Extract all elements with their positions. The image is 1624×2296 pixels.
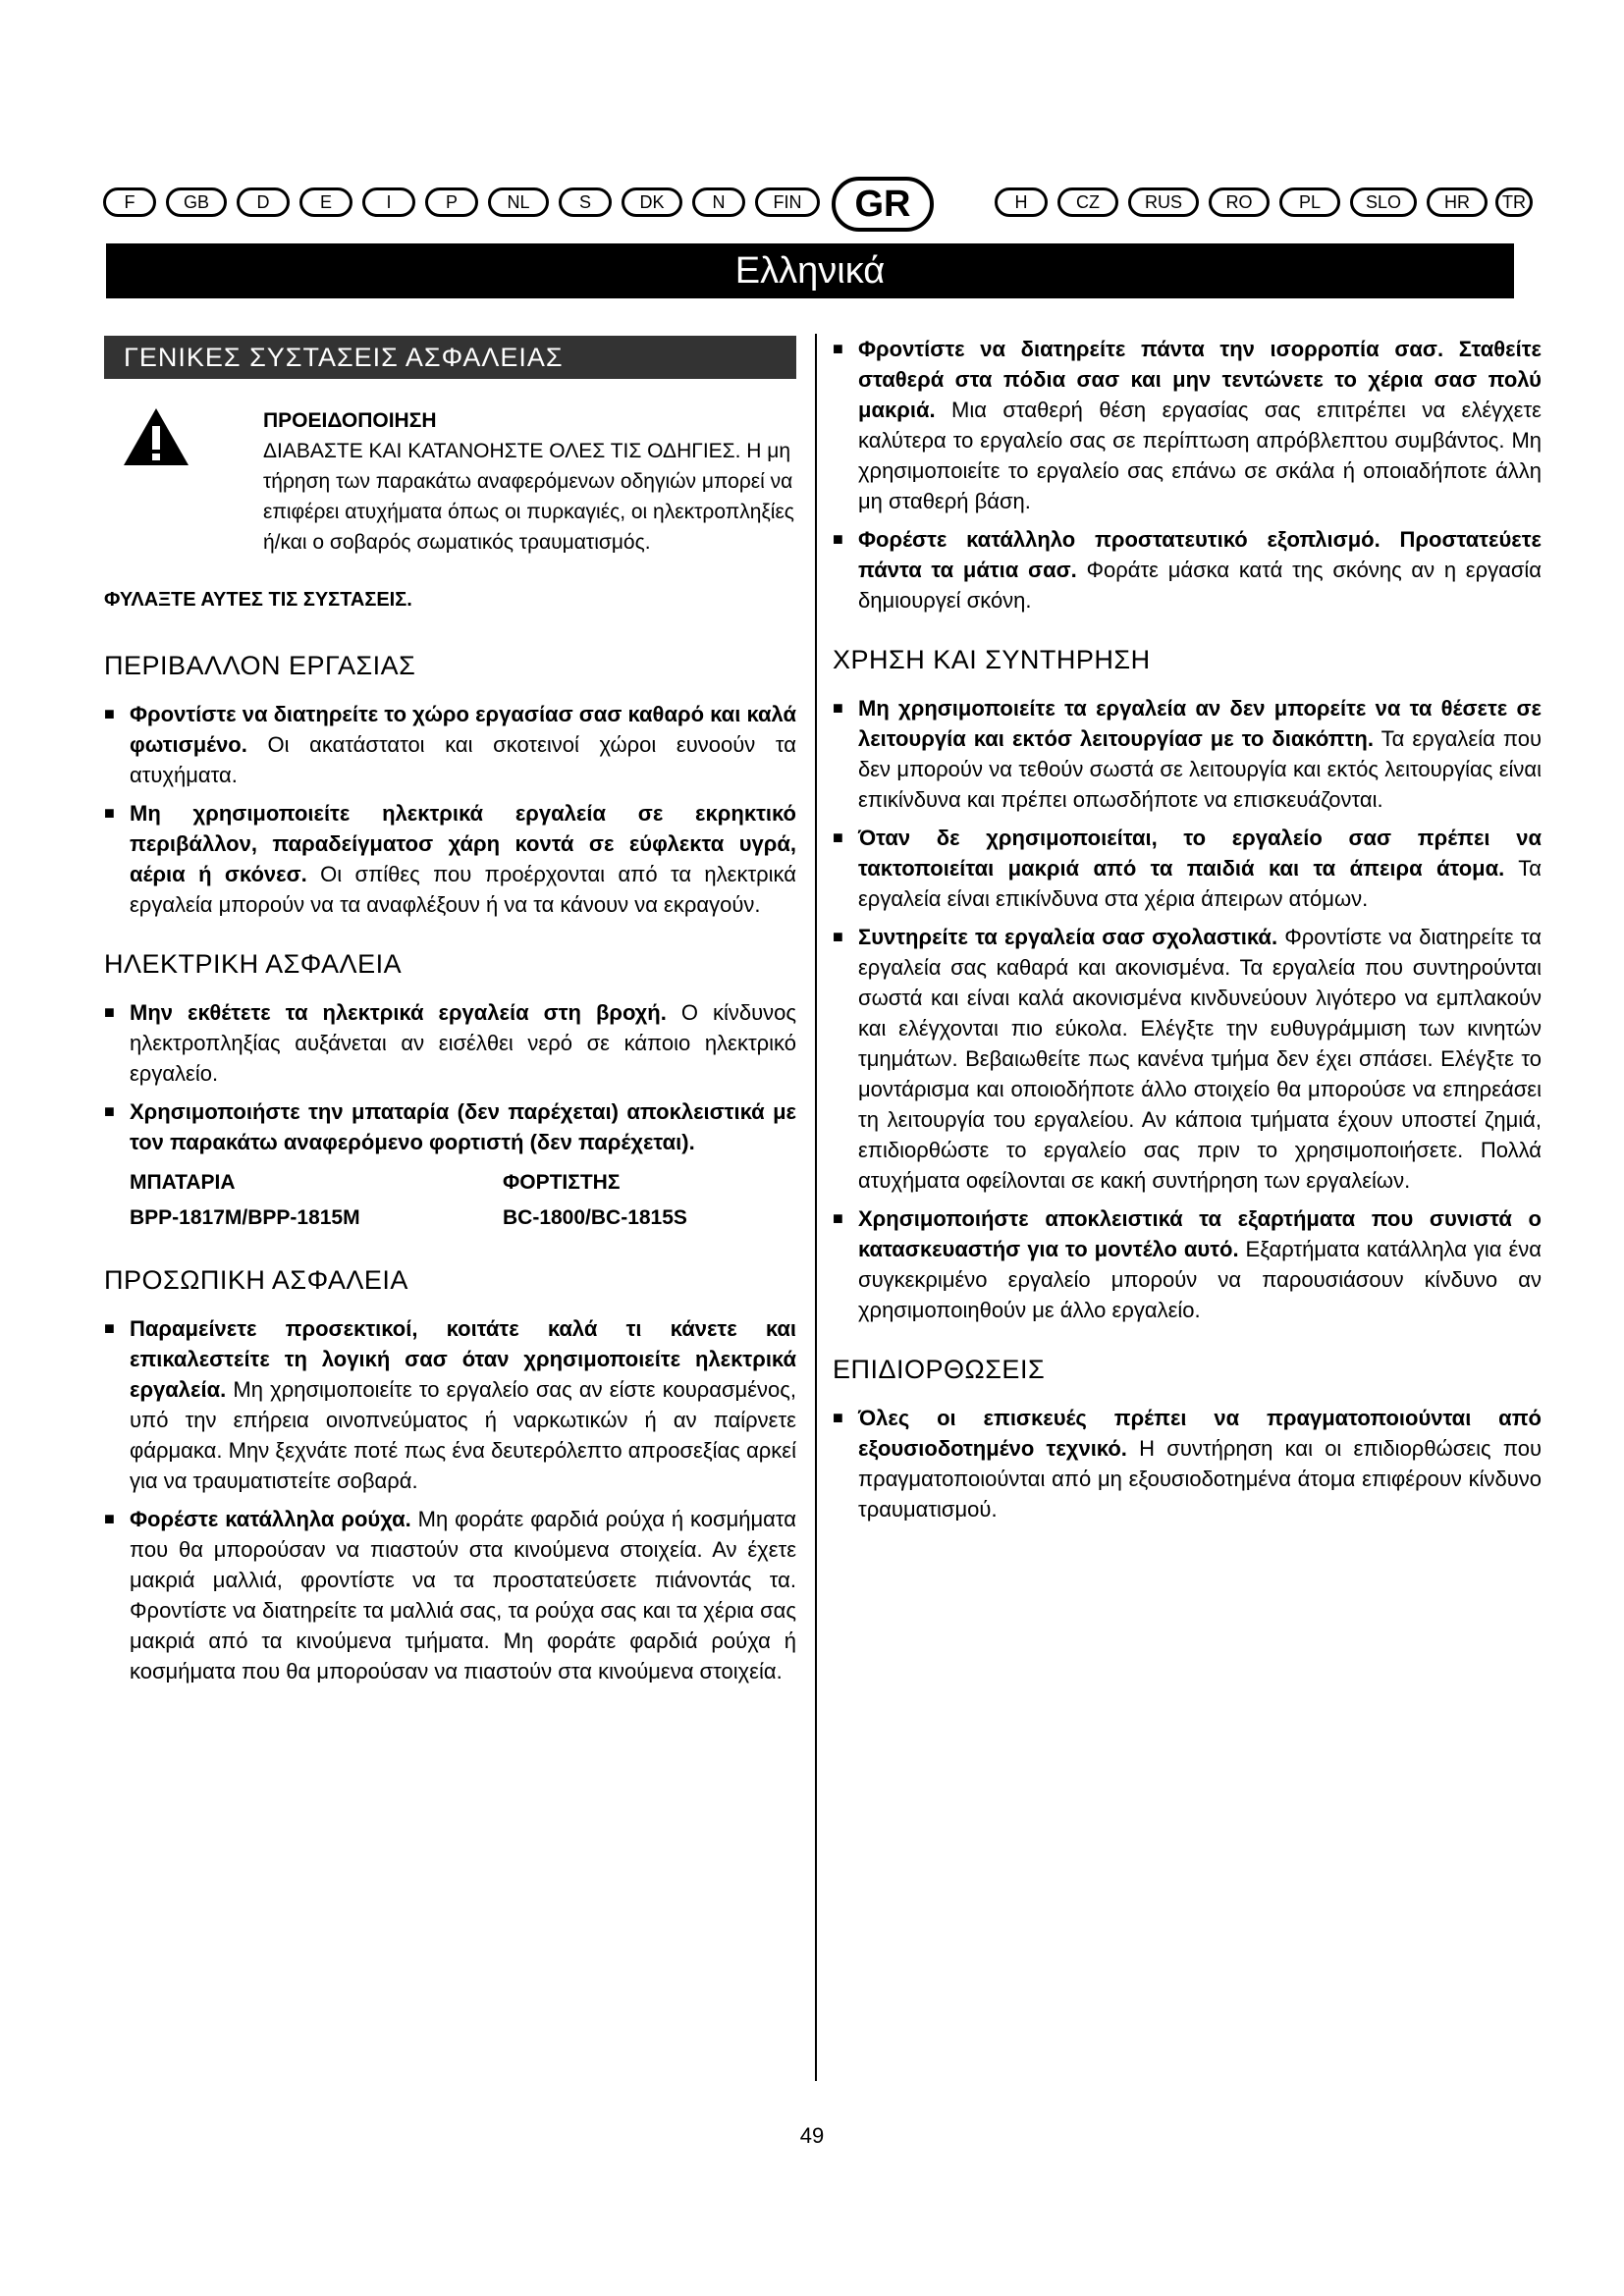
list-item: ■ Φορέστε κατάλληλα ρούχα. Μη φοράτε φαρδιά ρούχα ή κοσμήματα που θα μπορούσαν να πιαστούν στα κινούμενα στοιχεία. Αν έχετε μακριά μαλλιά, φροντίστε να τα προστατεύσετε πιάνοντάς τα. Φροντίστε να διατηρείτε τα μαλλιά σας, τα ρούχα σας και τα χέρια σας μακριά από τα κινούμενα τμήματα. Μη φοράτε φαρδιά ρούχα ή κοσμήματα που θα μπορούσαν να πιαστούν στα κινούμενα στοιχεία.: [104, 1507, 796, 1683]
lang-tr[interactable]: TR: [1495, 187, 1533, 217]
list-item: ■ Παραμείνετε προσεκτικοί, κοιτάτε καλά τι κάνετε και επικαλεστείτε τη λογική σασ όταν χρησιμοποιείτε ηλεκτρικά εργαλεία. Μη χρησιμοποιείτε το εργαλείο σας αν είστε κουρασμένος, υπό την επήρεια οινοπνεύματος ή ναρκωτικών ή αν παίρνετε φάρμακα. Μην ξεχνάτε ποτέ πως ένα δευτερόλεπτο απροσεξίας αρκεί για να τραυματιστείτε σοβαρά.: [104, 1316, 796, 1493]
personal-safety-heading: ΠΡΟΣΩΠΙΚΗ ΑΣΦΑΛΕΙΑ: [104, 1265, 408, 1295]
lang-rus[interactable]: RUS: [1128, 187, 1199, 217]
electrical-safety-heading: ΗΛΕΚΤΡΙΚΗ ΑΣΦΑΛΕΙΑ: [104, 949, 403, 979]
list-item: ■ Χρησιμοποιήστε την μπαταρία (δεν παρέχεται) αποκλειστικά με τον παρακάτω αναφερόμενο φορτιστή (δεν παρέχεται).: [104, 1099, 796, 1154]
charger-model: BC-1800/BC-1815S: [503, 1206, 687, 1229]
language-selector: [103, 177, 1537, 232]
column-divider: [815, 334, 817, 2081]
battery-charger-table: [104, 1165, 796, 1236]
lang-ro[interactable]: RO: [1209, 187, 1270, 217]
lang-gr-current[interactable]: GR: [832, 177, 934, 232]
list-item: ■ Μη χρησιμοποιείτε τα εργαλεία αν δεν μπορείτε να τα θέσετε σε λειτουργία και εκτόσ λειτουργίασ με το διακόπτη. Τα εργαλεία που δεν μπορούν να τεθούν σωστά σε λειτουργία και εκτός λειτουργίας είναι επικίνδυνα και πρέπει οπωσδήποτε να επισκευάζονται.: [833, 696, 1542, 812]
lang-i[interactable]: I: [362, 187, 415, 217]
warning-triangle-icon: [122, 406, 190, 467]
lang-cz[interactable]: CZ: [1057, 187, 1118, 217]
list-item: ■ Φροντίστε να διατηρείτε πάντα την ισορροπία σασ. Σταθείτε σταθερά στα πόδια σασ και μην τεντώνετε το χέρια σασ πολύ μακριά. Μια σταθερή θέση εργασίας σας επιτρέπει να ελέγχετε καλύτερα το εργαλείο σας σε περίπτωση απρόβλεπτου συμβάντος. Μη χρησιμοποιείτε το εργαλείο σας επάνω σε σκάλα ή οποιαδήποτε άλλη μη σταθερή βάση.: [833, 337, 1542, 513]
list-item: ■ Φορέστε κατάλληλο προστατευτικό εξοπλισμό. Προστατεύετε πάντα τα μάτια σασ. Φοράτε μάσκα κατά της σκόνης αν η εργασία δημιουργεί σκόνη.: [833, 527, 1543, 613]
lang-s[interactable]: S: [559, 187, 612, 217]
battery-model: BPP-1817M/BPP-1815M: [130, 1206, 360, 1229]
battery-label: ΜΠΑΤΑΡΙΑ: [130, 1171, 236, 1194]
list-item: ■ Μη χρησιμοποιείτε ηλεκτρικά εργαλεία σε εκρηκτικό περιβάλλον, παραδείγματοσ χάρη κοντά σε εύφλεκτα υγρά, αέρια ή σκόνεσ. Οι σπίθες που προέρχονται από τα ηλεκτρικά εργαλεία μπορούν να τα αναφλέξουν ή να τα κάνουν να εκραγούν.: [104, 801, 796, 917]
general-safety-heading: ΓΕΝΙΚΕΣ ΣΥΣΤΑΣΕΙΣ ΑΣΦΑΛΕΙΑΣ: [104, 336, 796, 379]
language-banner: Ελληνικά: [106, 243, 1514, 298]
lang-p[interactable]: P: [425, 187, 478, 217]
left-column: [104, 334, 796, 1694]
lang-fin[interactable]: FIN: [755, 187, 820, 217]
warning-block: [104, 406, 796, 558]
repairs-heading: ΕΠΙΔΙΟΡΘΩΣΕΙΣ: [833, 1355, 1046, 1384]
page-number: 49: [799, 2123, 825, 2148]
lang-nl[interactable]: NL: [488, 187, 549, 217]
lang-dk[interactable]: DK: [622, 187, 682, 217]
lang-gb[interactable]: GB: [166, 187, 227, 217]
list-item: ■ Χρησιμοποιήστε αποκλειστικά τα εξαρτήματα που συνιστά ο κατασκευαστήσ για το μοντέλο αυτό. Εξαρτήματα κατάλληλα για ένα συγκεκριμένο εργαλείο μπορούν να παρουσιάσουν κίνδυνο αν χρησιμοποιηθούν με άλλο εργαλείο.: [833, 1206, 1542, 1322]
lang-pl[interactable]: PL: [1279, 187, 1340, 217]
work-area-heading: ΠΕΡΙΒΑΛΛΟΝ ΕΡΓΑΣΙΑΣ: [104, 651, 416, 680]
list-item: ■ Συντηρείτε τα εργαλεία σασ σχολαστικά. Φροντίστε να διατηρείτε τα εργαλεία σας καθαρά και ακονισμένα. Τα εργαλεία που συντηρούνται σωστά και είναι καλά ακονισμένα κινδυνεύουν λιγότερο να εμπλακούν και ελέγχονται πιο εύκολα. Ελέγξτε την ευθυγράμμιση των κινητών τμημάτων. Βεβαιωθείτε πως κανένα τμήμα δεν έχει σπάσει. Ελέγξτε το μοντάρισμα και οποιοδήποτε άλλο στοιχείο θα μπορούσε να επηρεάσει τη λειτουργία του εργαλείου. Αν κάποια τμήματα έχουν υποστεί ζημιά, επιδιορθώστε το εργαλείο σας πριν το χρησιμοποιήσετε. Πολλά ατυχήματα οφείλονται σε κακή συντήρηση των εργαλείων.: [833, 925, 1542, 1193]
lang-n[interactable]: N: [692, 187, 745, 217]
right-column: [833, 334, 1542, 1532]
lang-e[interactable]: E: [299, 187, 352, 217]
lang-h[interactable]: H: [995, 187, 1048, 217]
lang-hr[interactable]: HR: [1427, 187, 1488, 217]
list-item: ■ Όλες οι επισκευές πρέπει να πραγματοποιούνται από εξουσιοδοτημένο τεχνικό. Η συντήρηση και οι επιδιορθώσεις που πραγματοποιούνται από μη εξουσιοδοτημένα άτομα επιφέρουν κίνδυνο τραυματισμού.: [833, 1406, 1542, 1522]
charger-label: ΦΟΡΤΙΣΤΗΣ: [503, 1171, 621, 1194]
keep-instructions: ΦΥΛΑΞΤΕ ΑΥΤΕΣ ΤΙΣ ΣΥΣΤΑΣΕΙΣ.: [104, 589, 412, 611]
list-item: ■ Φροντίστε να διατηρείτε το χώρο εργασίασ σασ καθαρό και καλά φωτισμένο. Οι ακατάστατοι και σκοτεινοί χώροι ευνοούν τα ατυχήματα.: [104, 702, 796, 787]
list-item: ■ Όταν δε χρησιμοποιείται, το εργαλείο σασ πρέπει να τακτοποιείται μακριά από τα παιδιά και τα άπειρα άτομα. Τα εργαλεία είναι επικίνδυνα στα χέρια άπειρων ατόμων.: [833, 826, 1542, 911]
lang-slo[interactable]: SLO: [1350, 187, 1417, 217]
use-care-heading: ΧΡΗΣΗ ΚΑΙ ΣΥΝΤΗΡΗΣΗ: [833, 645, 1151, 674]
lang-d[interactable]: D: [237, 187, 290, 217]
warning-text: ΔΙΑΒΑΣΤΕ ΚΑΙ ΚΑΤΑΝΟΗΣΤΕ ΟΛΕΣ ΤΙΣ ΟΔΗΓΙΕΣ. Η μη τήρηση των παρακάτω αναφερόμενων οδηγιών μπορεί να επιφέρει ατυχήματα όπως οι πυρκαγιές, οι ηλεκτροπληξίες ή/και ο σοβαρός σωματικός τραυματισμός.: [263, 440, 794, 554]
warning-title: ΠΡΟΕΙΔΟΠΟΙΗΣΗ: [263, 409, 437, 432]
lang-f[interactable]: F: [103, 187, 156, 217]
list-item: ■ Μην εκθέτετε τα ηλεκτρικά εργαλεία στη βροχή. Ο κίνδυνος ηλεκτροπληξίας αυξάνεται αν εισέλθει νερό σε κάποιο ηλεκτρικό εργαλείο.: [104, 1000, 796, 1086]
